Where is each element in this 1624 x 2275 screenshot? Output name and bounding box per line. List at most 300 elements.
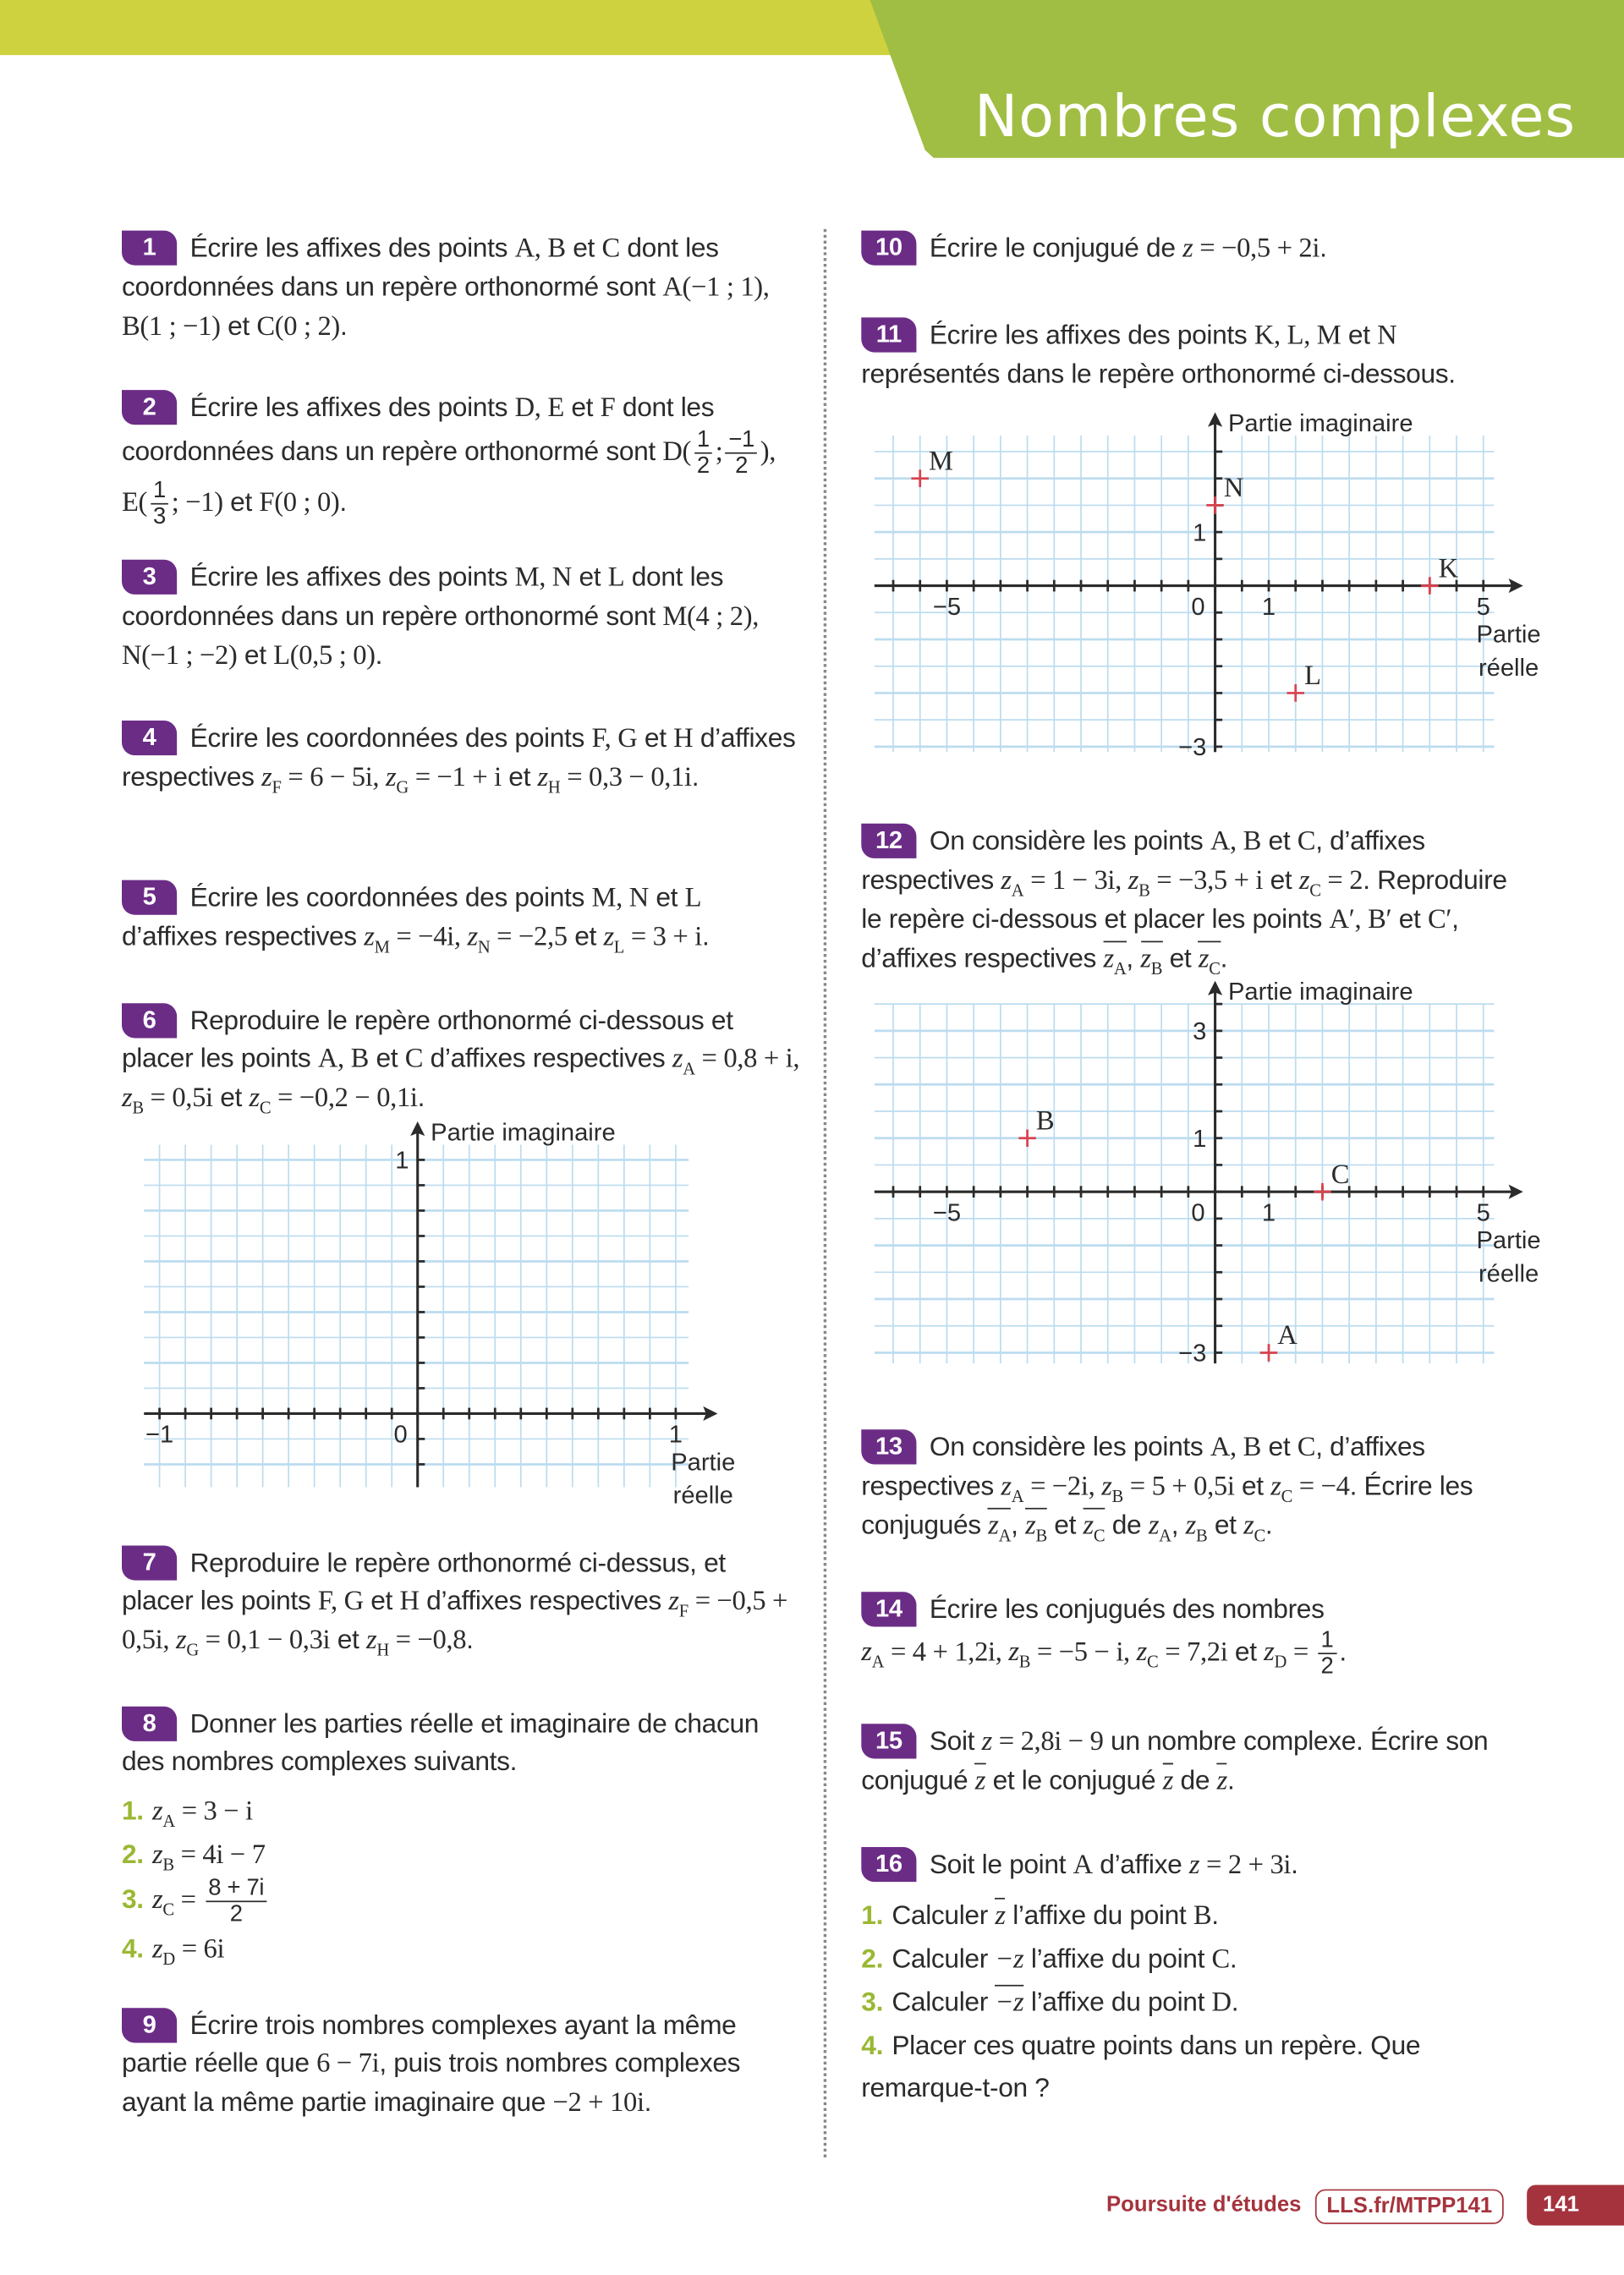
overline: [975, 1763, 985, 1796]
question-number: 1.: [861, 1899, 884, 1930]
math-text: = 5 + 0,5i: [1122, 1472, 1235, 1503]
math-text: A(−1 ; 1), B(1 ; −1): [122, 272, 770, 343]
subscript: M: [374, 936, 390, 957]
overline: [1083, 1508, 1106, 1546]
numerator: −1: [726, 428, 757, 454]
math-text: =: [173, 1885, 203, 1916]
variable: [1270, 1472, 1293, 1507]
exercise-number-badge: 16: [861, 1847, 916, 1882]
text: d’affixes respectives: [419, 1584, 669, 1615]
subscript: A: [1113, 958, 1127, 979]
subscript: B: [132, 1097, 144, 1118]
text: et: [237, 639, 274, 671]
question-number: 2.: [861, 1943, 884, 1974]
text: et: [1162, 942, 1199, 973]
subscript: G: [186, 1639, 199, 1660]
text: .: [1339, 1636, 1347, 1667]
imaginary-axis-title: Partie imaginaire: [431, 1119, 616, 1147]
variable-name: z: [364, 922, 375, 953]
text: et: [565, 232, 602, 263]
variable-name: z: [1025, 1510, 1036, 1542]
math-text: ),: [760, 436, 776, 468]
variable-name: z: [981, 1726, 992, 1757]
question-item: [861, 1937, 1531, 1980]
subscript: C: [1309, 880, 1321, 901]
subscript: F: [678, 1600, 689, 1621]
math-text: A: [1073, 1850, 1093, 1881]
math-text: C: [601, 233, 620, 265]
variable-name: z: [152, 1839, 163, 1871]
subscript: B: [162, 1854, 174, 1875]
exercise-number-badge: 13: [861, 1429, 916, 1464]
real-axis-title-line1: Partie: [1476, 621, 1541, 649]
question-list: [861, 1894, 1531, 2108]
chapter-title: Nombres complexes: [974, 84, 1576, 151]
variable: [861, 1637, 885, 1673]
page-number: 141: [1527, 2185, 1624, 2225]
question-number: 1.: [122, 1795, 144, 1826]
math-text: C: [1297, 1432, 1316, 1463]
text: et: [212, 1081, 250, 1112]
question-number: 3.: [861, 1986, 884, 2017]
text: et: [1227, 1636, 1265, 1667]
subscript: C: [1254, 1525, 1265, 1546]
variable-name: z: [1140, 944, 1151, 975]
math-text: D(: [662, 436, 692, 468]
math-text: C(0 ; 2): [256, 311, 340, 343]
overline: [1163, 1763, 1173, 1796]
variable-name: −z: [995, 1943, 1024, 1975]
y-tick-label: −3: [1178, 734, 1207, 762]
variable-name: z: [1001, 865, 1012, 896]
subscript: A: [1011, 880, 1024, 901]
variable-name: z: [974, 1766, 986, 1797]
variable-name: z: [467, 922, 478, 953]
text: . Reproduire le repère ci-dessous et placer les points: [861, 863, 1507, 935]
variable-name: −z: [995, 1987, 1024, 2019]
variable-name: z: [1185, 1510, 1197, 1542]
variable-name: z: [1243, 1510, 1254, 1542]
text: .: [1291, 1848, 1298, 1879]
variable-name: z: [672, 1044, 683, 1075]
variable-name: z: [1216, 1766, 1227, 1797]
math-text: = 0,3 − 0,1i: [560, 762, 692, 793]
exercise-number-badge: 4: [122, 721, 177, 755]
point-marker: [1018, 1129, 1036, 1147]
text: .: [339, 485, 347, 517]
variable: [1243, 1510, 1265, 1546]
variable-name: z: [1127, 865, 1139, 896]
math-text: D, E: [514, 392, 564, 424]
text: .: [1220, 942, 1228, 973]
variable-name: z: [176, 1625, 187, 1656]
subscript: C: [1281, 1486, 1293, 1507]
conjugate-variable: [1217, 1763, 1227, 1796]
variable-name: z: [365, 1625, 377, 1656]
conjugate-variable: [988, 1508, 1012, 1546]
text: dont les coordonnées dans un repère orthonormé sont: [122, 232, 719, 302]
variable-name: z: [1008, 1637, 1019, 1669]
text: et le conjugué: [985, 1764, 1163, 1795]
math-text: C: [1211, 1943, 1230, 1975]
y-tick-label: −3: [1178, 1340, 1207, 1368]
variable-name: z: [1264, 1637, 1275, 1669]
variable-name: z: [249, 1083, 260, 1114]
math-text: = −0,5 + 2i: [1193, 233, 1320, 265]
math-text: = 2 + 3i: [1199, 1850, 1292, 1881]
variable-name: z: [1101, 1472, 1112, 1503]
conjugate-variable: [1163, 1763, 1173, 1796]
subscript: B: [1035, 1525, 1047, 1546]
exercise-number-badge: 12: [861, 824, 916, 858]
variable-name: z: [1162, 1766, 1174, 1797]
point-label: B: [1035, 1105, 1055, 1137]
math-text: A, B: [514, 233, 566, 265]
subscript: C: [1093, 1525, 1106, 1546]
text: Écrire les affixes des points: [189, 391, 515, 422]
variable: [1008, 1637, 1031, 1673]
math-text: A, B: [1210, 826, 1262, 858]
math-text: C: [404, 1044, 424, 1075]
math-text: = 0,1 − 0,3i: [198, 1625, 331, 1656]
text: et: [637, 721, 674, 753]
text: et: [1391, 903, 1428, 935]
text: et: [1341, 319, 1378, 350]
y-tick-label: 1: [1193, 1126, 1207, 1154]
exercise-number-badge: 3: [122, 560, 177, 595]
text: Donner les parties réelle et imaginaire de chacun des nombres complexes suivants.: [122, 1708, 760, 1777]
variable-name: z: [988, 1510, 999, 1542]
math-text: −2 + 10i: [552, 2087, 645, 2119]
text: Calculer: [892, 1943, 996, 1974]
numerator: 8 + 7i: [206, 1876, 267, 1902]
math-text: D: [1211, 1987, 1232, 2019]
question-number: 4.: [122, 1932, 144, 1964]
text: .: [701, 920, 710, 951]
math-text: L(0,5 ; 0): [273, 640, 376, 672]
variable-name: z: [152, 1796, 163, 1828]
text: et: [330, 1624, 366, 1655]
math-text: C: [1297, 826, 1316, 858]
math-text: H: [673, 723, 694, 754]
text: Écrire le conjugué de: [929, 232, 1183, 263]
subscript: A: [998, 1525, 1012, 1546]
text: et: [501, 761, 538, 792]
overline: [995, 1985, 1023, 2018]
variable-name: z: [152, 1933, 163, 1965]
variable-name: z: [1103, 944, 1114, 975]
text: .: [1265, 1509, 1273, 1540]
math-text: M, N: [514, 562, 572, 594]
subscript: A: [871, 1652, 885, 1673]
text: Placer ces quatre points dans un repère. Que remarque-t-on ?: [861, 2030, 1421, 2102]
variable: [1101, 1472, 1123, 1507]
math-text: = −0,8: [388, 1625, 467, 1656]
text: et: [363, 1584, 400, 1615]
math-text: L: [684, 883, 702, 914]
variable-name: z: [861, 1637, 872, 1669]
math-text: = 3 − i: [174, 1796, 253, 1828]
math-text: = 4i − 7: [173, 1839, 266, 1871]
variable-name: z: [995, 1900, 1006, 1932]
denominator: 2: [229, 1902, 243, 1927]
overline: [988, 1508, 1012, 1546]
variable-name: z: [261, 762, 272, 793]
subscript: A: [683, 1058, 695, 1079]
text: .: [1229, 1943, 1237, 1974]
question-item: [861, 1894, 1531, 1937]
text: représentés dans le repère orthonormé ci-dessous.: [861, 358, 1456, 389]
text: Soit: [929, 1725, 982, 1757]
question-number: 2.: [122, 1838, 144, 1869]
variable-name: z: [1182, 233, 1193, 265]
text: On considère les points: [929, 1431, 1210, 1462]
text: ,: [1126, 942, 1141, 973]
text: d’affixes respectives: [122, 920, 365, 951]
imaginary-axis-title: Partie imaginaire: [1228, 979, 1413, 1006]
double-overline: [1163, 1763, 1173, 1796]
variable: [1189, 1850, 1199, 1880]
text: et: [1046, 1509, 1084, 1540]
point-marker: [1260, 1344, 1278, 1362]
conjugate-variable: [1025, 1508, 1047, 1546]
text: Calculer: [892, 1899, 996, 1930]
variable-name: z: [1148, 1510, 1160, 1542]
math-text: H: [399, 1586, 420, 1617]
subscript: H: [376, 1639, 389, 1660]
text: , d’affixes respectives: [861, 1431, 1425, 1501]
exercise-14: [861, 1591, 1531, 1680]
text: , d’affixes respectives: [861, 825, 1425, 895]
math-text: ; −1): [171, 487, 223, 518]
question-number: 4.: [861, 2030, 884, 2061]
math-text: = −5 − i,: [1030, 1637, 1137, 1669]
math-text: L: [607, 562, 625, 594]
math-text: A′, B′: [1329, 904, 1392, 935]
text: Écrire les coordonnées des points: [189, 881, 592, 913]
text: Écrire les affixes des points: [929, 319, 1254, 350]
math-text: = 7,2i: [1158, 1637, 1228, 1669]
variable-name: z: [668, 1586, 679, 1617]
exercise-13: [861, 1428, 1531, 1546]
footer-link[interactable]: LLS.fr/MTPP141: [1315, 2190, 1504, 2224]
x-tick-label: −5: [932, 593, 962, 621]
subscript: C: [162, 1899, 174, 1921]
variable-name: z: [122, 1083, 133, 1114]
text: .: [1231, 1986, 1239, 2017]
variable: [1136, 1637, 1159, 1673]
subscript: C: [1147, 1652, 1159, 1673]
variable-name: z: [1188, 1850, 1200, 1881]
exercise-statement: [861, 1723, 1531, 1801]
question-number: 3.: [122, 1883, 144, 1915]
text: . Écrire les conjugués: [861, 1470, 1473, 1540]
text: .: [466, 1624, 474, 1655]
subscript: B: [1018, 1652, 1031, 1673]
text: et: [1234, 1470, 1271, 1501]
text: ,: [1011, 1509, 1026, 1540]
text: de: [1105, 1509, 1149, 1540]
text: Écrire les affixes des points: [189, 561, 515, 592]
variable-name: z: [1136, 1637, 1148, 1669]
text: .: [339, 310, 348, 341]
overline: [995, 1898, 1005, 1931]
math-text: E(: [122, 487, 148, 518]
point-label: L: [1304, 661, 1321, 692]
imaginary-axis-title: Partie imaginaire: [1228, 409, 1413, 437]
conjugate-variable: [975, 1763, 985, 1796]
question-item: [861, 2024, 1531, 2108]
text: et: [369, 1042, 405, 1073]
denominator: 2: [1320, 1654, 1334, 1680]
point-label: A: [1277, 1320, 1298, 1351]
math-text: A, B: [1210, 1432, 1262, 1463]
math-text: = −4: [1292, 1472, 1350, 1503]
subscript: A: [1011, 1486, 1024, 1507]
subscript: A: [162, 1811, 175, 1832]
exercise-statement: [861, 1845, 1531, 1884]
text: d’affixes respectives: [122, 721, 796, 792]
text: et: [567, 920, 604, 951]
variable-name: z: [152, 1885, 163, 1916]
y-tick-label: 1: [395, 1147, 409, 1175]
subscript: G: [396, 776, 409, 798]
math-text: = −2,5: [490, 922, 568, 953]
math-text: = −2i,: [1023, 1472, 1102, 1503]
real-axis-title-line2: réelle: [672, 1482, 733, 1510]
math-text: F, G: [591, 723, 638, 754]
subscript: C: [1209, 958, 1221, 979]
text: ,: [1171, 1509, 1186, 1540]
exercise-number-badge: 1: [122, 231, 177, 266]
text: .: [417, 1081, 425, 1112]
subscript: H: [547, 776, 561, 798]
origin-label: 0: [1191, 593, 1205, 621]
subscript: D: [162, 1949, 175, 1970]
math-text: F, G: [317, 1586, 364, 1617]
text: et: [1261, 1431, 1298, 1462]
exercise-number-badge: 15: [861, 1724, 916, 1758]
point-label: C: [1330, 1159, 1350, 1190]
x-tick-label: 5: [1476, 1199, 1490, 1227]
numerator: 1: [694, 428, 713, 454]
text: d’affixe: [1092, 1848, 1189, 1879]
exercise-number-badge: 14: [861, 1592, 916, 1626]
subscript: L: [613, 936, 625, 957]
variable-name: z: [1298, 865, 1310, 896]
text: et: [648, 881, 685, 913]
x-tick-label: 1: [1261, 593, 1276, 621]
subscript: A: [1159, 1525, 1171, 1546]
math-text: F: [600, 392, 616, 424]
x-tick-label: −5: [932, 1199, 962, 1227]
text: l’affixe du point: [1023, 1943, 1212, 1974]
text: et: [1261, 825, 1298, 856]
exercise-16: [861, 1845, 1531, 2108]
exercise-statement: [861, 1591, 1531, 1680]
text: .: [1226, 1764, 1235, 1795]
text: et: [220, 310, 257, 341]
point-label: K: [1438, 553, 1459, 584]
numerator: 1: [151, 479, 169, 505]
variable: [1264, 1637, 1287, 1673]
math-text: = 0,5i: [143, 1083, 213, 1114]
text: , d’affixes respectives: [861, 903, 1459, 973]
y-tick-label: 1: [1193, 519, 1207, 547]
text: un nombre complexe. Écrire son conjugué: [861, 1725, 1489, 1795]
variable-name: z: [1270, 1472, 1281, 1503]
text: , puis trois nombres complexes ayant la même partie imaginaire que: [122, 2047, 741, 2117]
math-text: N: [1377, 320, 1397, 351]
exercise-number-badge: 7: [122, 1545, 177, 1580]
math-text: =: [1287, 1637, 1315, 1669]
real-axis-title-line2: réelle: [1478, 1260, 1539, 1288]
point-marker: [1314, 1183, 1331, 1201]
subscript: B: [1150, 958, 1163, 979]
exercise-number-badge: 11: [861, 317, 916, 352]
variable: [982, 1727, 992, 1757]
text: Écrire les coordonnées des points: [189, 721, 592, 753]
denominator: 3: [152, 504, 166, 529]
denominator: 2: [696, 453, 710, 479]
exercise-number-badge: 8: [122, 1707, 177, 1741]
math-text: F(0 ; 0): [259, 487, 340, 518]
text: et: [222, 485, 260, 517]
footer-section-label: Poursuite d'études: [1106, 2192, 1302, 2217]
math-text: A, B: [317, 1044, 370, 1075]
text: .: [1211, 1899, 1219, 1930]
real-axis-title-line1: Partie: [1476, 1227, 1541, 1255]
point-label: N: [1223, 473, 1244, 504]
variable-name: z: [1001, 1472, 1012, 1503]
math-text: = −4i,: [389, 922, 468, 953]
text: .: [644, 2086, 652, 2117]
question-item: [861, 1981, 1531, 2024]
conjugate-variable: [1083, 1508, 1106, 1546]
variable-name: z: [537, 762, 548, 793]
math-text: = 4 + 1,2i,: [884, 1637, 1009, 1669]
text: Calculer: [892, 1986, 996, 2017]
text: On considère les points: [929, 825, 1210, 856]
real-axis-title-line1: Partie: [671, 1449, 736, 1477]
text: et: [1263, 863, 1299, 895]
exercise-statement: [861, 1428, 1531, 1546]
point-label: M: [929, 446, 953, 477]
math-text: = −0,5 + 0,5i,: [122, 1586, 788, 1656]
numerator: 1: [1318, 1628, 1336, 1654]
math-text: = 0,8 + i,: [694, 1044, 800, 1075]
text: et: [571, 561, 608, 592]
text: l’affixe du point: [1005, 1899, 1193, 1930]
math-text: = 3 + i: [624, 922, 702, 953]
text: dont les coordonnées dans un repère orthonormé sont: [122, 561, 724, 631]
exercise-number-badge: 2: [122, 390, 177, 425]
x-tick-label: 1: [1261, 1199, 1276, 1227]
text: dont les coordonnées dans un repère orthonormé sont: [122, 391, 715, 466]
math-text: = −0,2 − 0,1i: [271, 1083, 418, 1114]
text: .: [375, 639, 383, 671]
variable-name: z: [1083, 1510, 1094, 1542]
y-tick-label: 3: [1193, 1018, 1207, 1046]
text: l’affixe du point: [1023, 1986, 1212, 2017]
math-text: = 2: [1320, 865, 1363, 896]
real-axis-title-line2: réelle: [1478, 654, 1539, 682]
variable: [1185, 1510, 1208, 1546]
math-text: K, L, M: [1254, 320, 1341, 351]
exercise-number-badge: 6: [122, 1003, 177, 1038]
text: Écrire les affixes des points: [189, 232, 515, 263]
conjugate-variable: [995, 1898, 1005, 1931]
